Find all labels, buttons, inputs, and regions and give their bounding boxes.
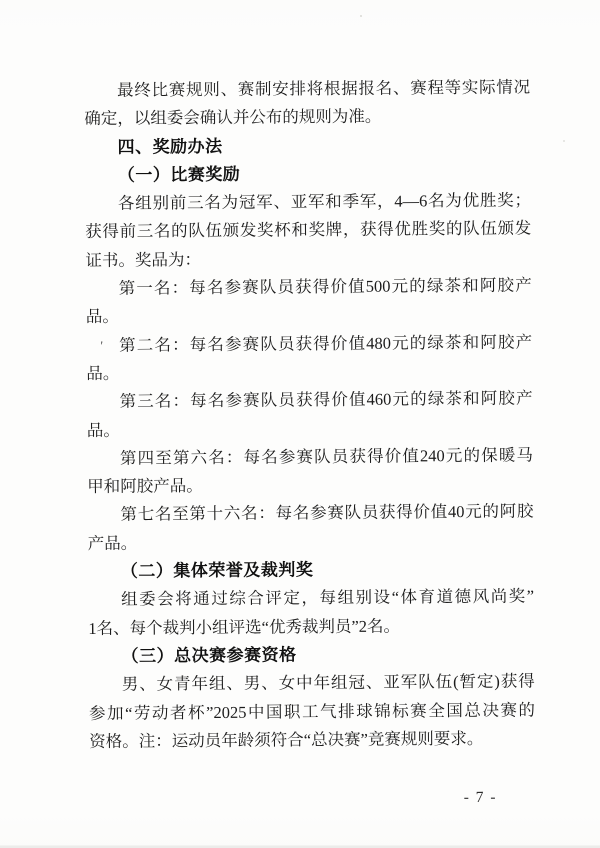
paragraph-line: 品。 [86,420,120,440]
paragraph-line: 参加“劳动者杯”2025中国职工气排球锦标赛全国总决赛的 [88,700,536,723]
paragraph-line: 资格。注：运动员年龄须符合“总决赛”竞赛规则要求。 [89,728,484,751]
paragraph-line: 甲和阿胶产品。 [87,476,203,497]
subsection-heading-collective-honors: （二）集体荣誉及裁判奖 [120,560,314,581]
subsection-heading-finals-qualification: （三）总决赛参赛资格 [121,645,297,666]
paragraph-line: 男、女青年组、男、女中年组冠、亚军队伍(暂定)获得 [121,671,535,694]
paragraph-line: 品。 [85,307,119,327]
paragraph-line: 确定，以组委会确认并公布的规则为准。 [84,106,382,129]
paragraph-line: 证书。奖品为： [85,249,202,270]
paragraph-line: 获得前三名的队伍颁发奖杯和奖牌，获得优胜奖的队伍颁发 [85,218,532,242]
prize-third-place-line: 第三名：每名参赛队员获得价值460元的绿茶和阿胶产 [119,388,533,411]
section-heading-awards: 四、奖励办法 [117,136,223,157]
document-body [84,73,536,807]
prize-second-place-line: 第二名：每名参赛队员获得价值480元的绿茶和阿胶产 [119,332,533,355]
subsection-heading-match-awards: （一）比赛奖励 [117,164,241,185]
prize-seventh-to-sixteenth-line: 第七名至第十六名：每名参赛队员获得价值40元的阿胶 [120,501,534,525]
paragraph-line: 产品。 [87,533,138,553]
prize-first-place-line: 第一名：每名参赛队员获得价值500元的绿茶和阿胶产 [118,275,532,298]
prize-fourth-to-sixth-line: 第四至第六名：每名参赛队员获得价值240元的保暖马 [119,445,534,468]
paragraph-line: 各组别前三名为冠军、亚军和季军，4—6名为优胜奖； [117,190,532,213]
page-number: - 7 - [463,788,498,807]
paragraph-line: 组委会将通过综合评定，每组别设“体育道德风尚奖” [121,586,535,610]
scan-speck [563,140,565,142]
paragraph-line: 最终比赛规则、赛制安排将根据报名、赛程等实际情况 [117,77,531,100]
paragraph-line: 品。 [86,363,120,383]
scan-stray-mark: ' [99,337,104,354]
paragraph-line: 1名、每个裁判小组评选“优秀裁判员”2名。 [88,616,401,638]
scan-speck [360,15,362,17]
